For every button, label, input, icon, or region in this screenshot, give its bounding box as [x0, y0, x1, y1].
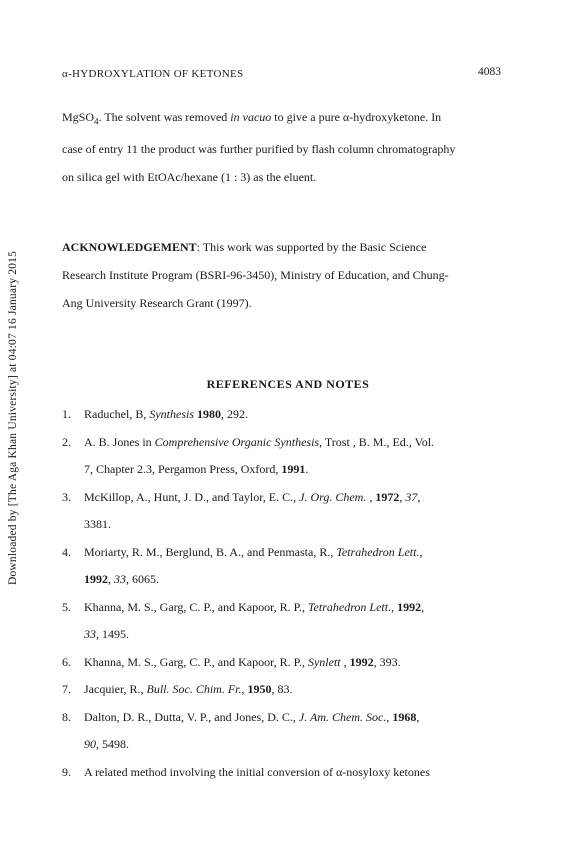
- reference-item: 1. Raduchel, B, Synthesis 1980, 292.: [62, 407, 248, 421]
- reference-item: 7. Jacquier, R., Bull. Soc. Chim. Fr., 1950, 83.: [62, 682, 293, 696]
- reference-item: 2. A. B. Jones in Comprehensive Organic Synthesis, Trost , B. M., Ed., Vol. 7, Chapter 2.3, Pergamon Press, Oxford, 1991.: [62, 434, 435, 476]
- body-line-3: on silica gel with EtOAc/hexane (1 : 3) as the eluent.: [62, 170, 317, 185]
- body-line-2: case of entry 11 the product was further purified by flash column chromatography: [62, 142, 456, 157]
- reference-item: 3. McKillop, A., Hunt, J. D., and Taylor, E. C., J. Org. Chem. , 1972, 37, 3381.: [62, 489, 421, 531]
- body-line-1-text: The solvent was removed in vacuo to give a pure α-hydroxyketone. In: [104, 110, 442, 124]
- acknowledgement-line-1: : This work was supported by the Basic Science: [196, 240, 427, 254]
- reference-item: 8. Dalton, D. R., Dutta, V. P., and Jones, D. C., J. Am. Chem. Soc., 1968, 90, 5498.: [62, 709, 420, 751]
- acknowledgement-line-2: Research Institute Program (BSRI-96-3450), Ministry of Education, and Chung-: [62, 268, 449, 282]
- running-title: α-HYDROXYLATION OF KETONES: [62, 68, 244, 80]
- reference-item: 5. Khanna, M. S., Garg, C. P., and Kapoor, R. P., Tetrahedron Lett., 1992, 33, 1495.: [62, 599, 425, 641]
- reference-item: 4. Moriarty, R. M., Berglund, B. A., and Penmasta, R., Tetrahedron Lett., 1992, 33, 6065.: [62, 544, 423, 586]
- acknowledgement: [62, 233, 502, 317]
- references-heading: REFERENCES AND NOTES: [206, 377, 370, 391]
- reference-item: 6. Khanna, M. S., Garg, C. P., and Kapoor, R. P., Synlett , 1992, 393.: [62, 654, 401, 669]
- references-list: [62, 401, 502, 786]
- body-line-1: MgSO$_4$. The solvent was removed in vacuo to give a pure α-hydroxyketone. In: [62, 110, 442, 127]
- acknowledgement-line-3: Ang University Research Grant (1997).: [62, 296, 252, 310]
- reference-item: 9. A related method involving the initial conversion of α-nosyloxy ketones: [62, 759, 502, 787]
- acknowledgement-label: ACKNOWLEDGEMENT: [62, 240, 197, 254]
- reference-9-text: A related method involving the initial conversion of α-nosyloxy ketones: [84, 764, 430, 779]
- download-note: Downloaded by [The Aga Khan University] at 04:07 16 January 2015: [7, 250, 19, 586]
- body-paragraph: [62, 103, 502, 191]
- page-number: 4083: [478, 66, 501, 78]
